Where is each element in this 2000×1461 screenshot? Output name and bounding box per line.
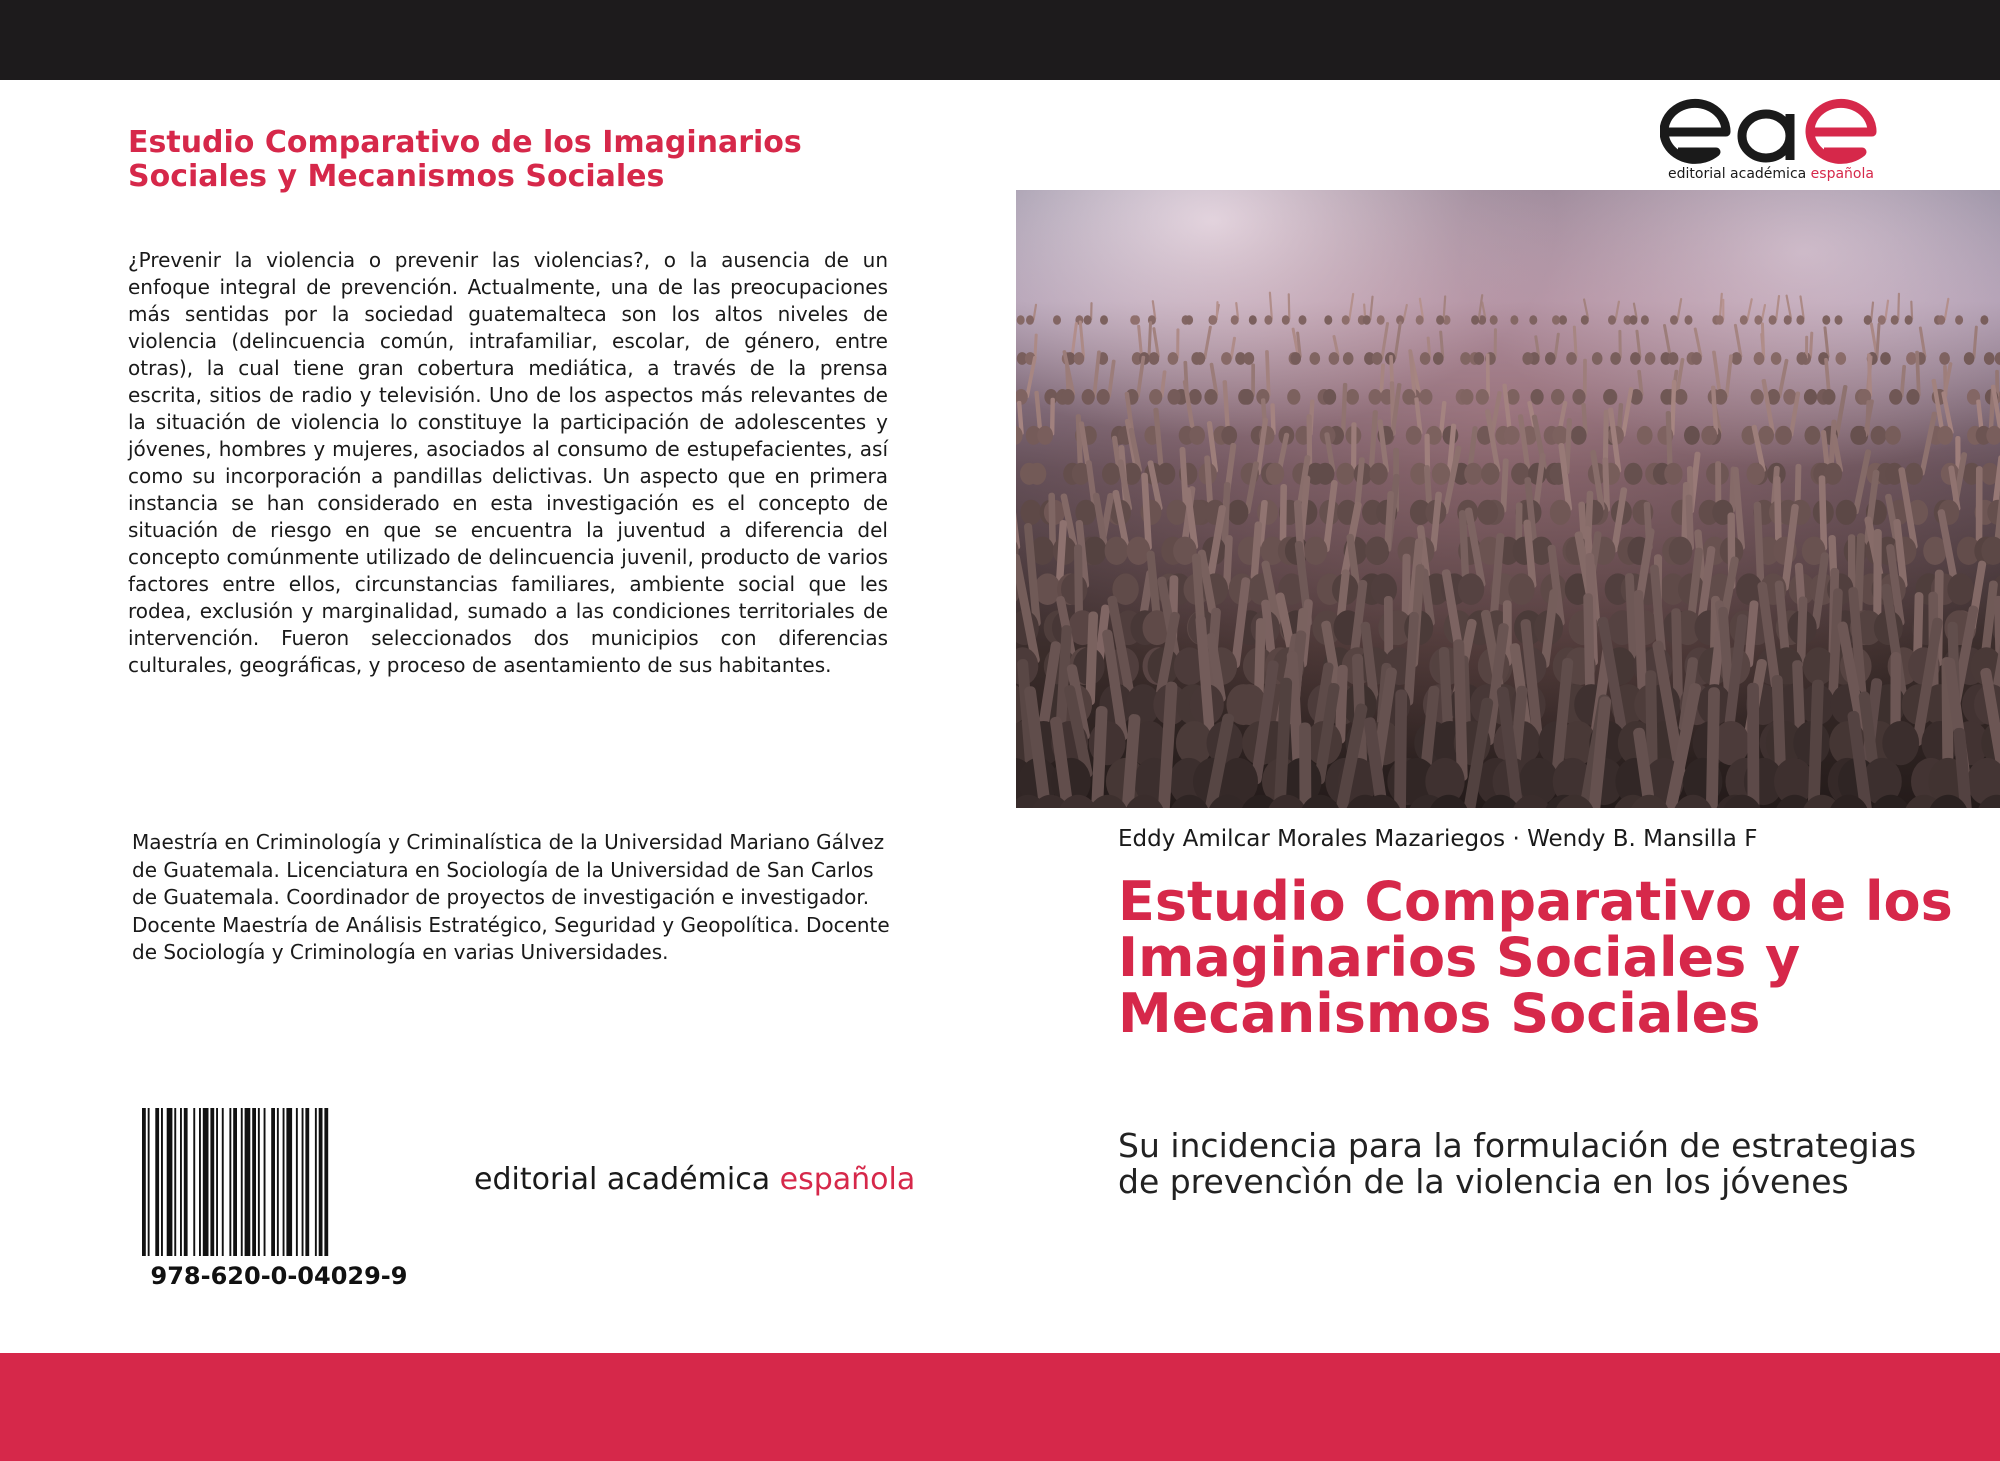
barcode	[140, 1108, 418, 1256]
front-cover-title: Estudio Comparativo de los Imaginarios Sociales y Mecanismos Sociales	[1118, 870, 1953, 1045]
author-bio: Maestría en Criminología y Criminalística de la Universidad Mariano Gálvez de Guatemala. Licenciatura en Sociología de la Universidad de San Carlos de Guatemala. Coordinador de proyectos de investigación e investigador. Docente Maestría de Análisis Estratégico, Seguridad y Geopolítica. Docente de Sociología y Criminología en varias Universidades.	[132, 830, 890, 964]
cover-photo	[1016, 190, 2000, 808]
back-cover-title: Estudio Comparativo de los Imaginarios Sociales y Mecanismos Sociales	[128, 125, 802, 194]
top-band	[0, 0, 2000, 80]
isbn-number: 978-620-0-04029-9	[150, 1262, 408, 1290]
logo-text-accent: española	[1810, 166, 1874, 182]
imprint-accent: española	[779, 1162, 916, 1197]
bottom-band	[0, 1353, 2000, 1461]
front-cover-authors: Eddy Amilcar Morales Mazariegos · Wendy B. Mansilla F	[1118, 826, 1758, 852]
back-cover-blurb: ¿Prevenir la violencia o prevenir las violencias?, o la ausencia de un enfoque integral de prevención. Actualmente, una de las preocupaciones más sentidas por la sociedad guatemalteca son los altos niveles de violencia (delincuencia común, intrafamiliar, escolar, de género, entre otras), la cual tiene gran cobertura mediática, a través de la prensa escrita, sitios de radio y televisión. Uno de los aspectos más relevantes de la situación de violencia lo constituye la participación de adolescentes y jóvenes, hombres y mujeres, asociados al consumo de estupefacientes, así como su incorporación a pandillas delictivas. Un aspecto que en primera instancia se han considerado en esta investigación es el concepto de situación de riesgo en que se encuentra la juventud a diferencia del concepto comúnmente utilizado de delincuencia juvenil, producto de varios factores entre ellos, circunstancias familiares, ambiente social que les rodea, exclusión y marginalidad, sumado a las condiciones territoriales de intervención. Fueron seleccionados dos municipios con diferencias culturales, geográficas, y proceso de asentamiento de sus habitantes.	[128, 248, 888, 677]
imprint-main: editorial académica	[474, 1162, 771, 1197]
publisher-imprint	[474, 1162, 915, 1197]
publisher-logo	[1660, 96, 1882, 182]
logo-text	[1660, 166, 1882, 182]
eae-logo-icon	[1660, 96, 1882, 164]
front-cover-subtitle: Su incidencia para la formulación de estrategias de prevencìón de la violencia en los jóvenes	[1118, 1126, 1917, 1201]
logo-text-main: editorial académica	[1668, 166, 1807, 182]
concert-crowd-image	[1016, 190, 2000, 808]
